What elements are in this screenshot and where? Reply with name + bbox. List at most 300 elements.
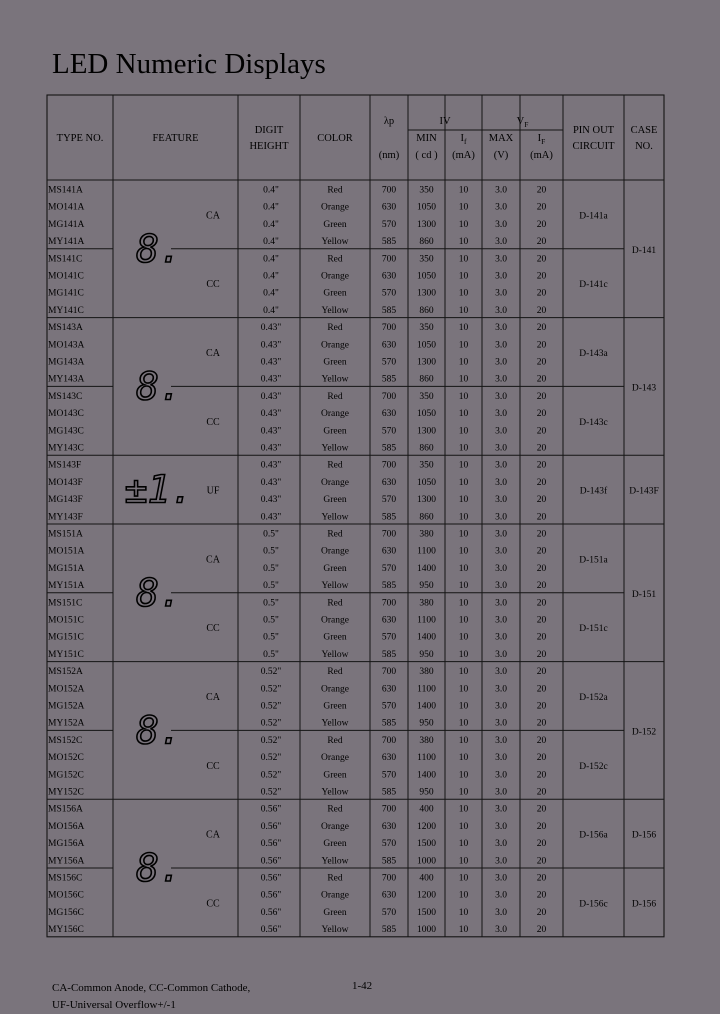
config-label: CA (206, 554, 220, 566)
if2-ma: 20 (536, 202, 547, 213)
header-type-no: TYPE NO. (56, 133, 104, 144)
digit-height: 0.43" (260, 426, 282, 437)
digit-height: 0.5" (263, 529, 279, 540)
led-color: Orange (321, 753, 349, 764)
if2-ma: 20 (536, 598, 547, 609)
peak-wavelength: 585 (381, 237, 397, 248)
if2-ma: 20 (536, 839, 547, 850)
led-color: Yellow (321, 374, 349, 385)
led-color: Orange (321, 202, 349, 213)
vf-max: 3.0 (495, 563, 507, 574)
digit-height: 0.52" (260, 735, 282, 746)
vf-max: 3.0 (495, 185, 507, 196)
header-vf-unit: (V) (493, 150, 509, 161)
vf-max: 3.0 (495, 426, 507, 437)
type-number: MG152C (48, 770, 84, 781)
digit-height: 0.5" (263, 598, 279, 609)
seven-segment-digit-icon: 8. (136, 226, 182, 271)
type-number: MG143F (48, 495, 83, 506)
iv-min: 350 (419, 254, 434, 265)
digit-height: 0.43" (260, 495, 282, 506)
type-number: MG151C (48, 632, 84, 643)
digit-height: 0.4" (263, 185, 279, 196)
peak-wavelength: 630 (381, 409, 397, 420)
led-color: Red (327, 254, 343, 265)
iv-min: 1100 (417, 684, 436, 695)
iv-min: 1300 (417, 288, 436, 299)
iv-min: 350 (419, 323, 434, 334)
case-number: D-143 (631, 383, 657, 394)
led-color: Green (323, 495, 347, 506)
seven-segment-digit-icon: 8. (136, 570, 182, 615)
iv-min: 1200 (417, 890, 436, 901)
digit-height: 0.5" (263, 649, 279, 660)
iv-min: 1000 (417, 856, 436, 867)
if-ma: 10 (458, 288, 469, 299)
case-number: D-141 (631, 245, 657, 256)
header-lambda-p: λp (383, 116, 395, 127)
config-label: CA (206, 348, 220, 359)
pin-out-circuit: D-156c (579, 899, 608, 910)
digit-height: 0.4" (263, 305, 279, 316)
digit-height: 0.43" (260, 374, 282, 385)
peak-wavelength: 630 (381, 546, 397, 557)
type-number: MY152C (48, 787, 84, 798)
led-color: Red (327, 460, 343, 471)
vf-max: 3.0 (495, 443, 507, 454)
if-ma: 10 (458, 701, 469, 712)
led-color: Red (327, 873, 343, 884)
led-color: Orange (321, 340, 349, 351)
digit-height: 0.56" (260, 856, 282, 867)
peak-wavelength: 585 (381, 512, 397, 523)
iv-min: 1300 (417, 426, 436, 437)
peak-wavelength: 585 (381, 443, 397, 454)
vf-max: 3.0 (495, 718, 507, 729)
vf-max: 3.0 (495, 529, 507, 540)
iv-min: 1400 (417, 632, 436, 643)
type-number: MG152A (48, 701, 85, 712)
if2-ma: 20 (536, 890, 547, 901)
pin-out-circuit: D-143a (579, 349, 608, 359)
iv-min: 1500 (417, 839, 436, 850)
type-number: MG151A (48, 563, 85, 574)
if2-ma: 20 (536, 443, 547, 454)
if2-ma: 20 (536, 718, 547, 729)
type-number: MS143C (48, 391, 83, 402)
header-lambda-unit: (nm) (378, 150, 400, 161)
if2-ma: 20 (536, 770, 547, 781)
vf-max: 3.0 (495, 632, 507, 643)
header-case: NO. (635, 141, 653, 152)
led-color: Green (323, 563, 347, 574)
digit-height: 0.5" (263, 615, 279, 626)
led-color: Yellow (321, 649, 349, 660)
case-number: D-151 (631, 589, 657, 600)
vf-max: 3.0 (495, 391, 507, 402)
if-ma: 10 (458, 787, 469, 798)
led-color: Red (327, 529, 343, 540)
header-if2: $I_F$ (537, 133, 546, 146)
vf-max: 3.0 (495, 856, 507, 867)
if-ma: 10 (458, 426, 469, 437)
if-ma: 10 (458, 581, 469, 592)
iv-min: 860 (419, 374, 434, 385)
if-ma: 10 (458, 598, 469, 609)
type-number: MS152C (48, 735, 83, 746)
type-number: MO152C (48, 753, 84, 764)
vf-max: 3.0 (495, 907, 507, 918)
iv-min: 860 (419, 443, 434, 454)
iv-min: 1050 (417, 340, 436, 351)
type-number: MO151C (48, 615, 84, 626)
digit-height: 0.43" (260, 443, 282, 454)
led-color: Yellow (321, 581, 349, 592)
vf-max: 3.0 (495, 323, 507, 334)
if2-ma: 20 (536, 512, 547, 523)
type-number: MS151C (48, 598, 83, 609)
iv-min: 1200 (417, 821, 436, 832)
vf-max: 3.0 (495, 598, 507, 609)
if-ma: 10 (458, 391, 469, 402)
peak-wavelength: 570 (381, 632, 397, 643)
digit-height: 0.56" (260, 839, 282, 850)
iv-min: 1100 (417, 753, 436, 764)
led-color: Green (323, 632, 347, 643)
vf-max: 3.0 (495, 546, 507, 557)
led-color: Orange (321, 409, 349, 420)
digit-height: 0.43" (260, 409, 282, 420)
peak-wavelength: 630 (381, 890, 397, 901)
footer-legend (52, 980, 250, 1014)
config-label: CC (206, 279, 220, 291)
if2-ma: 20 (536, 684, 547, 695)
led-color: Red (327, 185, 343, 196)
digit-height: 0.43" (260, 391, 282, 402)
type-number: MG143A (48, 357, 85, 368)
iv-min: 400 (419, 873, 434, 884)
iv-min: 1050 (417, 477, 436, 488)
vf-max: 3.0 (495, 460, 507, 471)
peak-wavelength: 700 (381, 529, 397, 540)
if2-ma: 20 (536, 581, 547, 592)
if2-ma: 20 (536, 925, 547, 936)
config-label: UF (206, 485, 220, 497)
type-number: MO156C (48, 890, 84, 901)
iv-min: 1000 (417, 925, 436, 936)
iv-min: 1300 (417, 219, 436, 230)
config-label: CA (206, 210, 220, 222)
vf-max: 3.0 (495, 735, 507, 746)
vf-max: 3.0 (495, 357, 507, 368)
if-ma: 10 (458, 770, 469, 781)
led-color: Yellow (321, 718, 349, 729)
vf-max: 3.0 (495, 615, 507, 626)
iv-min: 1100 (417, 546, 436, 557)
if-ma: 10 (458, 615, 469, 626)
if-ma: 10 (458, 340, 469, 351)
type-number: MG141A (48, 219, 85, 230)
iv-min: 1050 (417, 271, 436, 282)
digit-height: 0.52" (260, 770, 282, 781)
if2-ma: 20 (536, 753, 547, 764)
peak-wavelength: 700 (381, 598, 397, 609)
if2-ma: 20 (536, 649, 547, 660)
header-if-unit: (mA) (452, 150, 475, 161)
led-color: Red (327, 323, 343, 334)
digit-height: 0.4" (263, 288, 279, 299)
vf-max: 3.0 (495, 288, 507, 299)
if-ma: 10 (458, 237, 469, 248)
digit-height: 0.4" (263, 254, 279, 265)
digit-height: 0.56" (260, 925, 282, 936)
type-number: MS156A (48, 804, 83, 815)
pin-out-circuit: D-143f (579, 486, 608, 497)
led-color: Green (323, 770, 347, 781)
type-number: MY156C (48, 925, 84, 936)
header-if2-unit: (mA) (530, 150, 553, 161)
if2-ma: 20 (536, 787, 547, 798)
if-ma: 10 (458, 804, 469, 815)
if2-ma: 20 (536, 477, 547, 488)
if-ma: 10 (458, 271, 469, 282)
peak-wavelength: 700 (381, 873, 397, 884)
led-color: Green (323, 288, 347, 299)
header-pin-out: CIRCUIT (572, 141, 615, 152)
if-ma: 10 (458, 254, 469, 265)
type-number: MO143A (48, 340, 85, 351)
digit-height: 0.52" (260, 718, 282, 729)
pin-out-circuit: D-141a (579, 211, 608, 222)
if-ma: 10 (458, 925, 469, 936)
type-number: MY152A (48, 718, 85, 729)
table-border (47, 95, 664, 937)
if2-ma: 20 (536, 632, 547, 643)
led-color: Yellow (321, 237, 349, 248)
led-color: Green (323, 839, 347, 850)
peak-wavelength: 585 (381, 787, 397, 798)
digit-height: 0.4" (263, 237, 279, 248)
digit-height: 0.5" (263, 546, 279, 557)
led-color: Green (323, 907, 347, 918)
digit-height: 0.43" (260, 340, 282, 351)
digit-height: 0.52" (260, 667, 282, 678)
digit-height: 0.52" (260, 753, 282, 764)
peak-wavelength: 570 (381, 907, 397, 918)
if2-ma: 20 (536, 460, 547, 471)
digit-height: 0.52" (260, 787, 282, 798)
peak-wavelength: 585 (381, 649, 397, 660)
peak-wavelength: 630 (381, 340, 397, 351)
iv-min: 860 (419, 237, 434, 248)
iv-min: 380 (419, 735, 434, 746)
if-ma: 10 (458, 529, 469, 540)
header-pin-out: PIN OUT (572, 125, 615, 136)
pin-out-circuit: D-143c (579, 417, 608, 428)
if2-ma: 20 (536, 185, 547, 196)
iv-min: 350 (419, 391, 434, 402)
if2-ma: 20 (536, 907, 547, 918)
header-digit-height: DIGIT (254, 125, 284, 136)
header-vf: $V_F$ (516, 116, 529, 129)
led-color: Yellow (321, 443, 349, 454)
if-ma: 10 (458, 563, 469, 574)
digit-height: 0.43" (260, 460, 282, 471)
peak-wavelength: 700 (381, 804, 397, 815)
vf-max: 3.0 (495, 374, 507, 385)
vf-max: 3.0 (495, 219, 507, 230)
digit-height: 0.56" (260, 907, 282, 918)
peak-wavelength: 700 (381, 323, 397, 334)
peak-wavelength: 585 (381, 581, 397, 592)
pin-out-circuit: D-151a (579, 555, 608, 566)
type-number: MG156C (48, 907, 84, 918)
led-color: Green (323, 219, 347, 230)
peak-wavelength: 570 (381, 357, 397, 368)
iv-min: 1400 (417, 563, 436, 574)
iv-min: 1050 (417, 202, 436, 213)
if-ma: 10 (458, 821, 469, 832)
if-ma: 10 (458, 873, 469, 884)
led-color: Green (323, 357, 347, 368)
vf-max: 3.0 (495, 804, 507, 815)
config-label: CC (206, 623, 220, 635)
led-color: Green (323, 701, 347, 712)
seven-segment-digit-icon: ±1. (124, 467, 194, 512)
peak-wavelength: 585 (381, 718, 397, 729)
iv-min: 380 (419, 667, 434, 678)
if2-ma: 20 (536, 426, 547, 437)
vf-max: 3.0 (495, 237, 507, 248)
footer-legend-line-1: CA-Common Anode, CC-Common Cathode, (52, 982, 251, 994)
iv-min: 400 (419, 804, 434, 815)
peak-wavelength: 630 (381, 271, 397, 282)
vf-max: 3.0 (495, 305, 507, 316)
iv-min: 1100 (417, 615, 436, 626)
type-number: MO152A (48, 684, 85, 695)
led-color: Orange (321, 684, 349, 695)
digit-height: 0.5" (263, 581, 279, 592)
peak-wavelength: 570 (381, 839, 397, 850)
vf-max: 3.0 (495, 839, 507, 850)
header-iv-min: MIN (416, 133, 437, 144)
type-number: MG141C (48, 288, 84, 299)
if2-ma: 20 (536, 391, 547, 402)
if-ma: 10 (458, 443, 469, 454)
if-ma: 10 (458, 667, 469, 678)
if-ma: 10 (458, 718, 469, 729)
if-ma: 10 (458, 219, 469, 230)
peak-wavelength: 700 (381, 185, 397, 196)
type-number: MS141C (48, 254, 83, 265)
pin-out-circuit: D-152c (579, 761, 608, 772)
led-color: Orange (321, 271, 349, 282)
iv-min: 860 (419, 305, 434, 316)
vf-max: 3.0 (495, 684, 507, 695)
iv-min: 950 (419, 718, 434, 729)
if2-ma: 20 (536, 323, 547, 334)
if2-ma: 20 (536, 563, 547, 574)
type-number: MY156A (48, 856, 85, 867)
peak-wavelength: 630 (381, 202, 397, 213)
digit-height: 0.4" (263, 271, 279, 282)
if2-ma: 20 (536, 873, 547, 884)
case-number: D-156 (631, 830, 657, 841)
type-number: MO156A (48, 821, 85, 832)
if-ma: 10 (458, 753, 469, 764)
type-number: MO141A (48, 202, 85, 213)
if2-ma: 20 (536, 357, 547, 368)
page-number: 1-42 (352, 980, 373, 992)
peak-wavelength: 630 (381, 684, 397, 695)
iv-min: 350 (419, 460, 434, 471)
type-number: MO151A (48, 546, 85, 557)
vf-max: 3.0 (495, 787, 507, 798)
type-number: MS143F (48, 460, 82, 471)
led-color: Orange (321, 890, 349, 901)
if2-ma: 20 (536, 667, 547, 678)
if-ma: 10 (458, 684, 469, 695)
vf-max: 3.0 (495, 753, 507, 764)
header-if: $I_f$ (460, 133, 467, 146)
vf-max: 3.0 (495, 821, 507, 832)
pin-out-circuit: D-151c (579, 624, 608, 635)
vf-max: 3.0 (495, 202, 507, 213)
type-number: MY141A (48, 237, 85, 248)
if2-ma: 20 (536, 546, 547, 557)
if-ma: 10 (458, 546, 469, 557)
led-color: Yellow (321, 512, 349, 523)
vf-max: 3.0 (495, 340, 507, 351)
led-color: Orange (321, 546, 349, 557)
iv-min: 1300 (417, 495, 436, 506)
led-color: Orange (321, 477, 349, 488)
if2-ma: 20 (536, 271, 547, 282)
type-number: MG156A (48, 839, 85, 850)
peak-wavelength: 630 (381, 615, 397, 626)
peak-wavelength: 570 (381, 770, 397, 781)
vf-max: 3.0 (495, 512, 507, 523)
digit-height: 0.52" (260, 701, 282, 712)
if2-ma: 20 (536, 219, 547, 230)
pin-out-circuit: D-156a (579, 830, 608, 841)
vf-max: 3.0 (495, 890, 507, 901)
header-feature: FEATURE (152, 133, 199, 144)
seven-segment-digit-icon: 8. (136, 846, 182, 890)
if-ma: 10 (458, 649, 469, 660)
type-number: MS141A (48, 185, 83, 196)
iv-min: 1050 (417, 409, 436, 420)
peak-wavelength: 700 (381, 254, 397, 265)
config-label: CC (206, 760, 220, 772)
if-ma: 10 (458, 374, 469, 385)
iv-min: 950 (419, 581, 434, 592)
if2-ma: 20 (536, 340, 547, 351)
digit-height: 0.43" (260, 512, 282, 523)
case-number: D-156 (631, 899, 657, 910)
led-color: Yellow (321, 856, 349, 867)
peak-wavelength: 585 (381, 925, 397, 936)
digit-height: 0.4" (263, 219, 279, 230)
if-ma: 10 (458, 323, 469, 334)
digit-height: 0.4" (263, 202, 279, 213)
if2-ma: 20 (536, 856, 547, 867)
if-ma: 10 (458, 357, 469, 368)
iv-min: 1300 (417, 357, 436, 368)
peak-wavelength: 630 (381, 821, 397, 832)
peak-wavelength: 570 (381, 426, 397, 437)
if-ma: 10 (458, 632, 469, 643)
